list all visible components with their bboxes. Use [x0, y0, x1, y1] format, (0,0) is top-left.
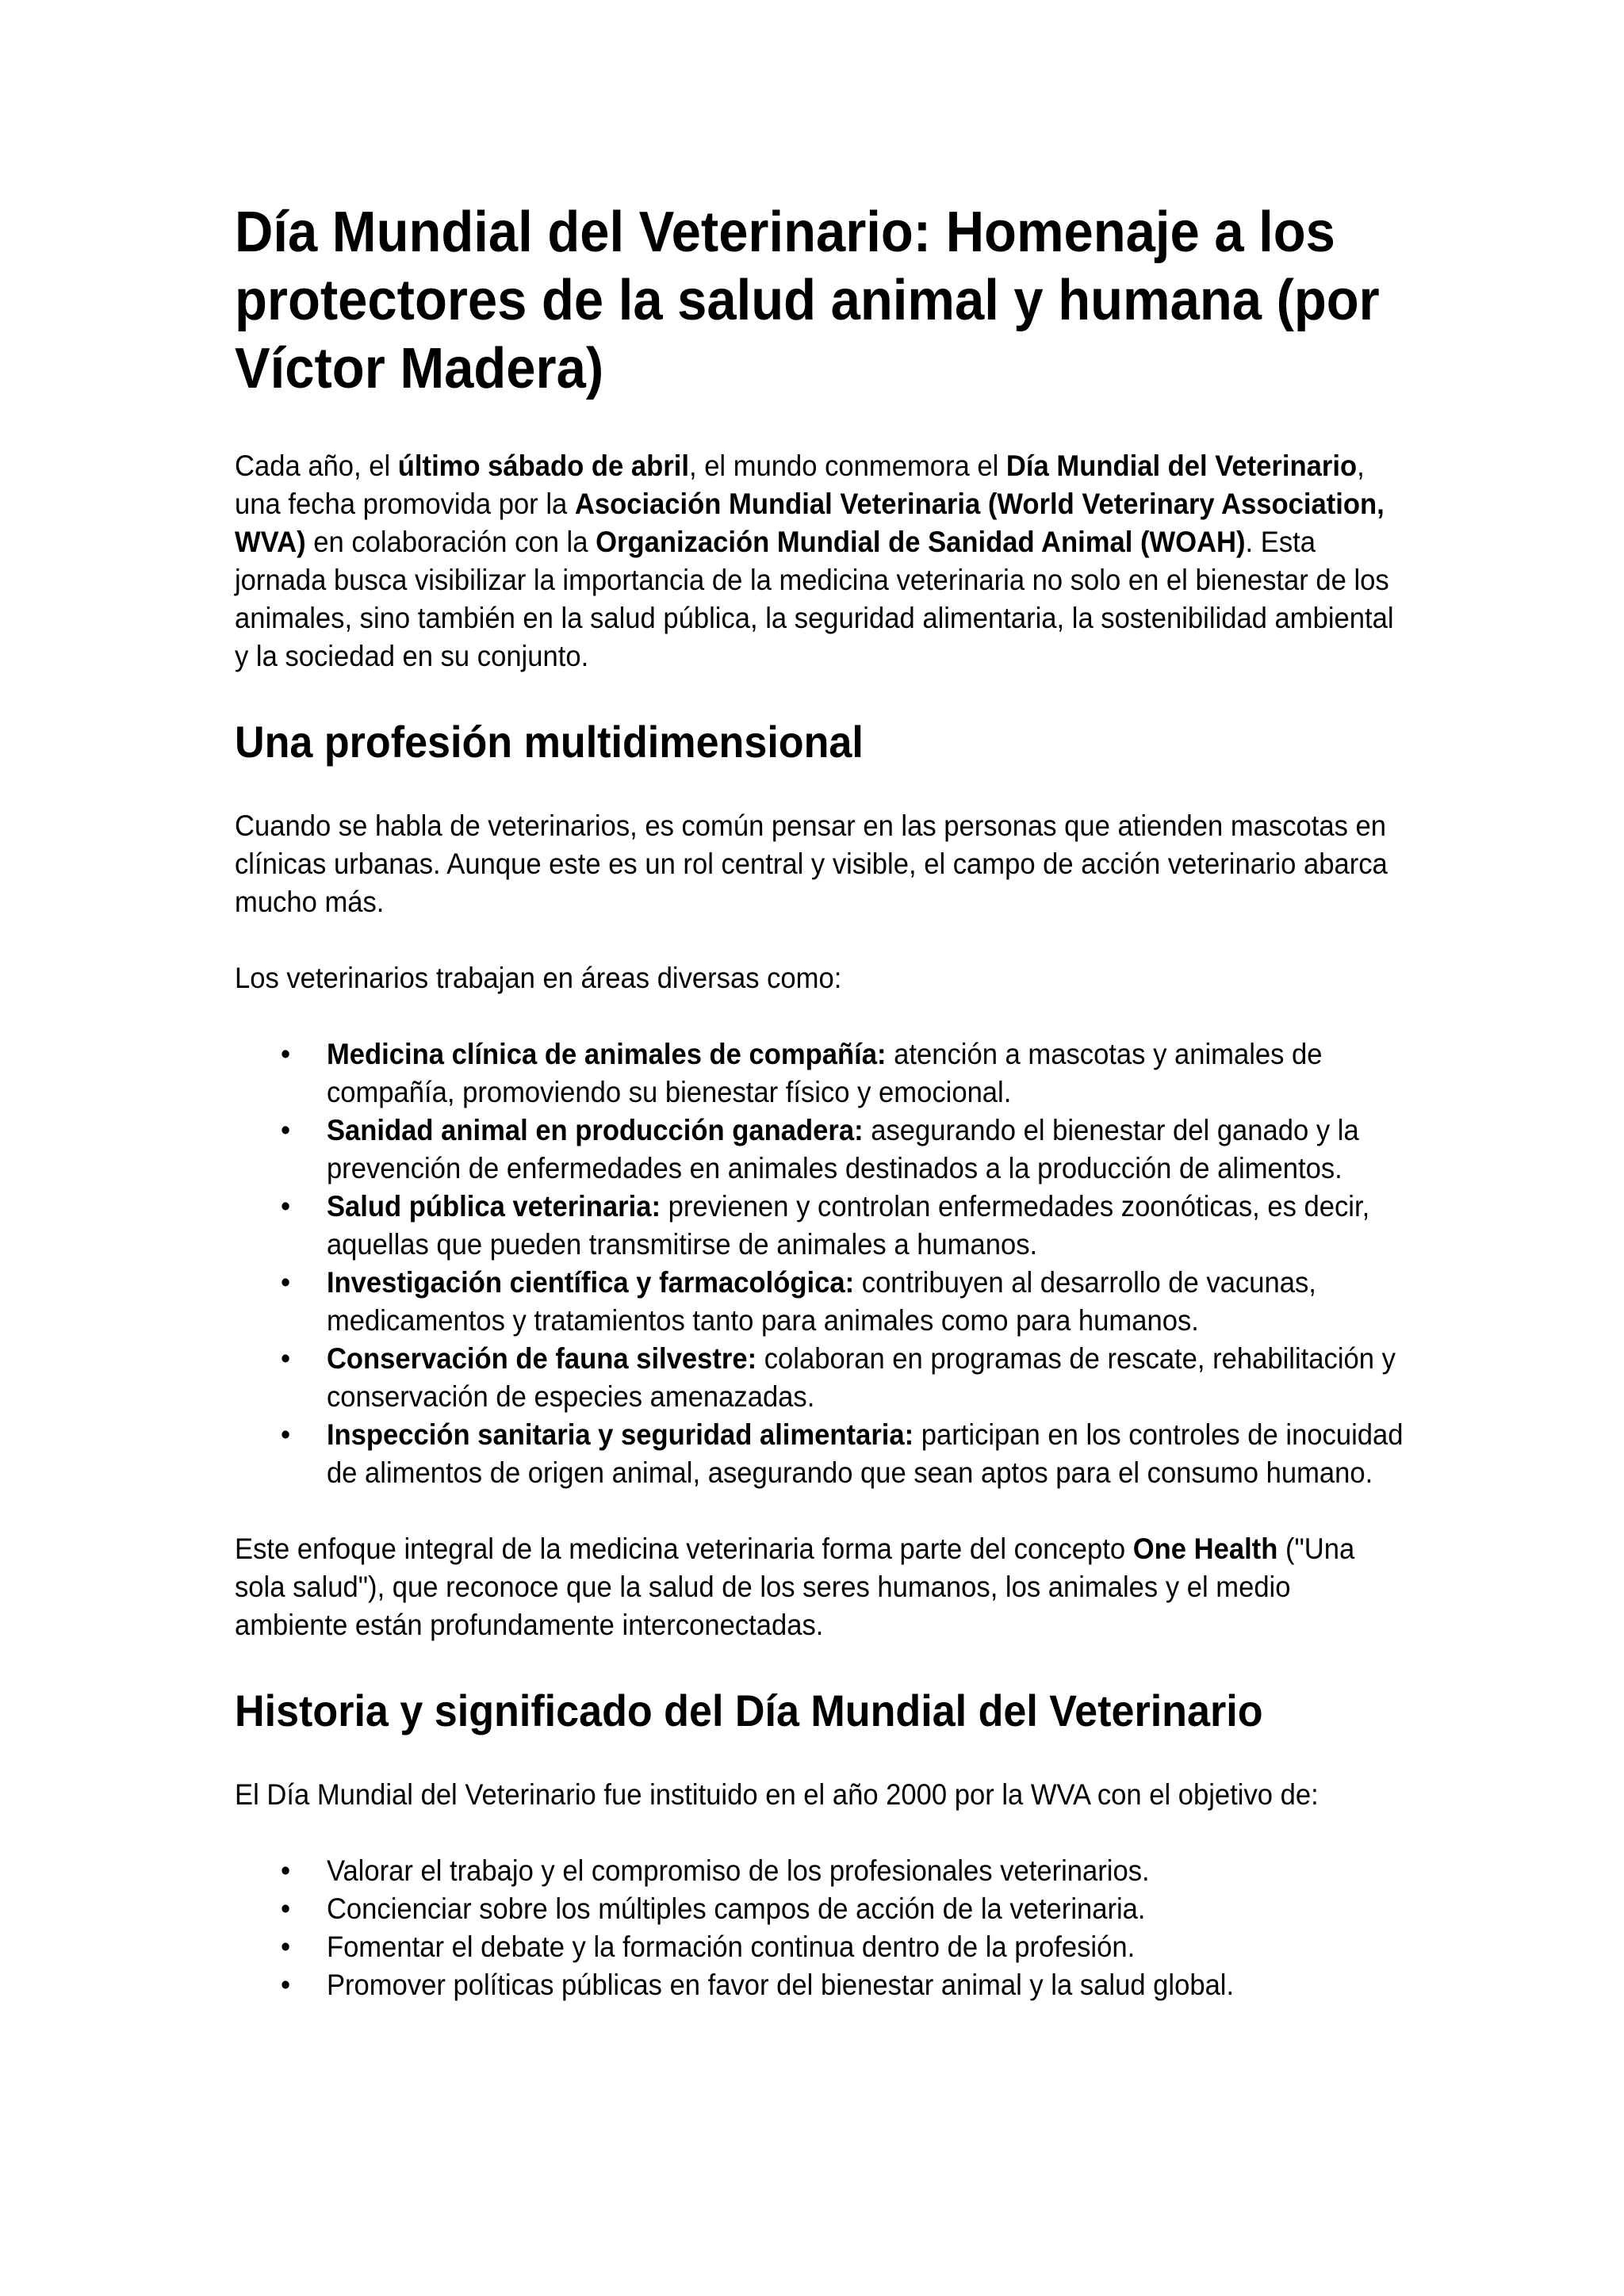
bullet-icon: • — [280, 1038, 291, 1070]
section1-paragraph-1: Cuando se habla de veterinarios, es común pensar en las personas que atienden mascotas en clínicas urbanas. Aunque este es un rol central y visible, el campo de acción veterinario abarca mucho más. — [235, 809, 1388, 918]
list-item — [235, 1966, 1410, 2004]
list-item-term: Salud pública veterinaria: — [326, 1190, 661, 1223]
list-item-desc: asegurando el bienestar del ganado y la prevención de enfermedades en animales destinados a la producción de alimentos. — [326, 1114, 1359, 1184]
bullet-icon: • — [280, 1114, 291, 1146]
list-item-term: Sanidad animal en producción ganadera: — [326, 1114, 864, 1146]
list-item-term: Medicina clínica de animales de compañía: — [326, 1038, 887, 1070]
one-health-bold: One Health — [1132, 1533, 1278, 1565]
list-item — [235, 1340, 1410, 1416]
intro-paragraph-wrap — [235, 447, 1410, 675]
areas-list-wrap — [235, 1035, 1410, 1492]
section1-paragraph-2-wrap — [235, 959, 1410, 997]
bullet-icon: • — [280, 1892, 291, 1925]
list-item-term: Inspección sanitaria y seguridad alimentaria: — [326, 1418, 914, 1451]
objectives-list — [235, 1852, 1410, 2004]
bullet-icon: • — [280, 1342, 291, 1375]
list-item-term: Conservación de fauna silvestre: — [326, 1342, 757, 1375]
list-item-desc: contribuyen al desarrollo de vacunas, medicamentos y tratamientos tanto para animales como para humanos. — [326, 1266, 1316, 1337]
intro-text-3: , una fecha promovida por la — [235, 450, 1365, 520]
list-item — [235, 1890, 1410, 1928]
objectives-list-wrap — [235, 1852, 1410, 2004]
bullet-icon: • — [280, 1854, 291, 1887]
list-item — [235, 1928, 1410, 1966]
list-item-desc: atención a mascotas y animales de compañía, promoviendo su bienestar físico y emocional. — [326, 1038, 1323, 1108]
list-item — [235, 1112, 1410, 1188]
list-item-text: Fomentar el debate y la formación continua dentro de la profesión. — [326, 1931, 1136, 1963]
list-item — [235, 1416, 1410, 1492]
intro-bold-wva: Asociación Mundial Veterinaria (World Veterinary Association, WVA) — [235, 488, 1385, 558]
bullet-icon: • — [280, 1969, 291, 2001]
bullet-icon: • — [280, 1418, 291, 1451]
list-item-desc: previenen y controlan enfermedades zoonóticas, es decir, aquellas que pueden transmitirse de animales a humanos. — [326, 1190, 1370, 1261]
intro-text-2: , el mundo conmemora el — [688, 450, 1006, 482]
section-heading-profesion: Una profesión multidimensional — [235, 717, 864, 767]
list-item — [235, 1188, 1410, 1264]
intro-bold-woah: Organización Mundial de Sanidad Animal (WOAH) — [596, 526, 1246, 558]
intro-paragraph — [235, 447, 1410, 675]
areas-list — [235, 1035, 1410, 1492]
section1-paragraph-2: Los veterinarios trabajan en áreas diversas como: — [235, 962, 842, 994]
list-item-desc: colaboran en programas de rescate, rehabilitación y conservación de especies amenazadas. — [326, 1342, 1396, 1413]
list-item-term: Investigación científica y farmacológica: — [326, 1266, 855, 1299]
page-title: Día Mundial del Veterinario: Homenaje a los protectores de la salud animal y humana (por Víctor Madera) — [235, 201, 1380, 400]
one-health-paragraph-wrap — [235, 1530, 1410, 1644]
bullet-icon: • — [280, 1190, 291, 1223]
one-health-text-1: Este enfoque integral de la medicina veterinaria forma parte del concepto — [235, 1533, 1133, 1565]
list-item — [235, 1852, 1410, 1890]
list-item-text: Concienciar sobre los múltiples campos de acción de la veterinaria. — [326, 1892, 1146, 1925]
intro-text-1: Cada año, el — [235, 450, 398, 482]
list-item — [235, 1035, 1410, 1112]
intro-bold-day: Día Mundial del Veterinario — [1005, 450, 1358, 482]
section-heading-historia: Historia y significado del Día Mundial del Veterinario — [235, 1686, 1263, 1735]
list-item-text: Promover políticas públicas en favor del bienestar animal y la salud global. — [326, 1969, 1235, 2001]
bullet-icon: • — [280, 1266, 291, 1299]
one-health-paragraph — [235, 1530, 1410, 1644]
list-item-text: Valorar el trabajo y el compromiso de los profesionales veterinarios. — [326, 1854, 1150, 1887]
bullet-icon: • — [280, 1931, 291, 1963]
list-item — [235, 1264, 1410, 1340]
intro-bold-date: último sábado de abril — [397, 450, 689, 482]
section1-paragraph-1-wrap — [235, 807, 1410, 921]
document-page — [235, 198, 1408, 2004]
list-item-desc: participan en los controles de inocuidad de alimentos de origen animal, asegurando que sean aptos para el consumo humano. — [326, 1418, 1404, 1489]
section2-paragraph-1-wrap — [235, 1776, 1410, 1814]
one-health-text-2: ("Una sola salud"), que reconoce que la salud de los seres humanos, los animales y el medio ambiente están profundamente interconectadas. — [235, 1533, 1355, 1641]
section2-paragraph-1: El Día Mundial del Veterinario fue instituido en el año 2000 por la WVA con el objetivo de: — [235, 1778, 1319, 1811]
intro-text-4: en colaboración con la — [305, 526, 596, 558]
intro-text-5: . Esta jornada busca visibilizar la importancia de la medicina veterinaria no solo en el bienestar de los animales, sino también en la salud pública, la seguridad alimentaria, la sostenibilidad ambiental y la sociedad en su conjunto. — [235, 526, 1394, 672]
